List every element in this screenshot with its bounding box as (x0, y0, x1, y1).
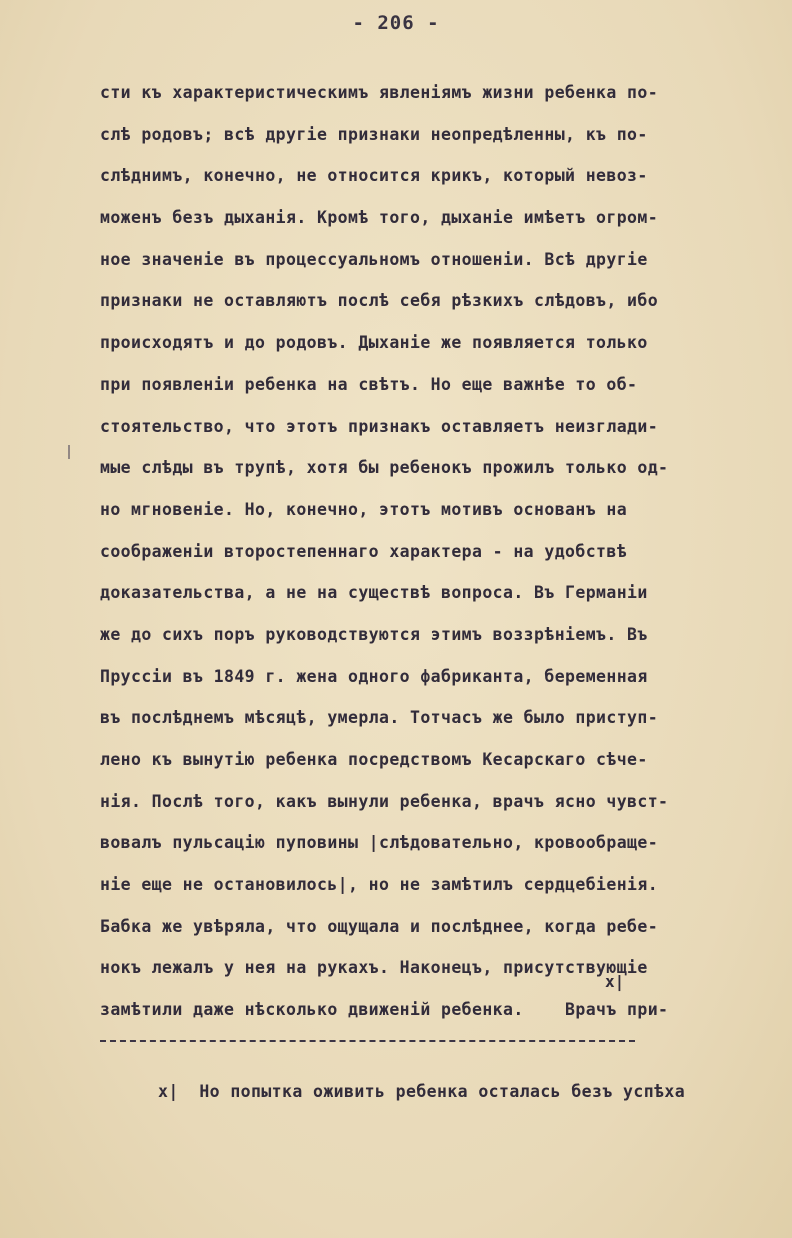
text-line: нокъ лежалъ у нея на рукахъ. Наконецъ, присутствующiе (100, 958, 648, 978)
text-line: происходятъ и до родовъ. Дыханiе же появляется только (100, 333, 648, 353)
text-line: моженъ безъ дыханiя. Кромѣ того, дыханiе имѣетъ огром- (100, 208, 659, 228)
text-line: признаки не оставляютъ послѣ себя рѣзкихъ слѣдовъ, ибо (100, 291, 659, 311)
text-line: ное значенiе въ процессуальномъ отношенiи. Всѣ другiе (100, 249, 648, 269)
text-line: Бабка же увѣряла, что ощущала и послѣднее, когда ребе- (100, 916, 659, 936)
body-text (100, 72, 790, 1031)
text-line: въ послѣднемъ мѣсяцѣ, умерла. Тотчасъ же было приступ- (100, 708, 659, 728)
footnote-separator (100, 1040, 635, 1042)
text-line: сти къ характеристическимъ явленiямъ жизни ребенка по- (100, 83, 659, 102)
text-line: слѣднимъ, конечно, не относится крикъ, который невоз- (100, 166, 648, 186)
text-line: нiя. Послѣ того, какъ вынули ребенка, врачъ ясно чувст- (100, 791, 669, 811)
text-line: же до сихъ поръ руководствуются этимъ воззрѣнiемъ. Въ (100, 624, 648, 644)
text-line: вовалъ пульсацiю пуповины |слѣдовательно, кровообраще- (100, 833, 659, 853)
text-line: слѣ родовъ; всѣ другiе признаки неопредѣленны, къ по- (100, 124, 648, 144)
text-line: но мгновенiе. Но, конечно, этотъ мотивъ основанъ на (100, 499, 628, 519)
footnote-marker: x| (605, 972, 625, 991)
text-line: мые слѣды въ трупѣ, хотя бы ребенокъ прожилъ только од- (100, 458, 669, 478)
text-line: лено къ вынутiю ребенка посредствомъ Кесарскаго сѣче- (100, 750, 648, 769)
text-line: Пруссiи въ 1849 г. жена одного фабриканта, беременная (100, 666, 648, 686)
page-number: - 206 - (352, 12, 440, 34)
text-line: замѣтили даже нѣсколько движенiй ребенка. Врачъ при- (100, 1000, 669, 1020)
text-line: нiе еще не остановилось|, но не замѣтилъ сердцебiенiя. (100, 875, 659, 895)
text-line: доказательства, а не на существѣ вопроса. Въ Германiи (100, 583, 648, 603)
footnote: x| Но попытка оживить ребенка осталась безъ успѣха (158, 1082, 686, 1101)
margin-mark (68, 445, 70, 459)
text-line: при появленiи ребенка на свѣтъ. Но еще важнѣе то об- (100, 374, 638, 394)
text-line: соображенiи второстепеннаго характера - на удобствѣ (100, 541, 628, 561)
text-line: стоятельство, что этотъ признакъ оставляетъ неизглади- (100, 416, 659, 436)
